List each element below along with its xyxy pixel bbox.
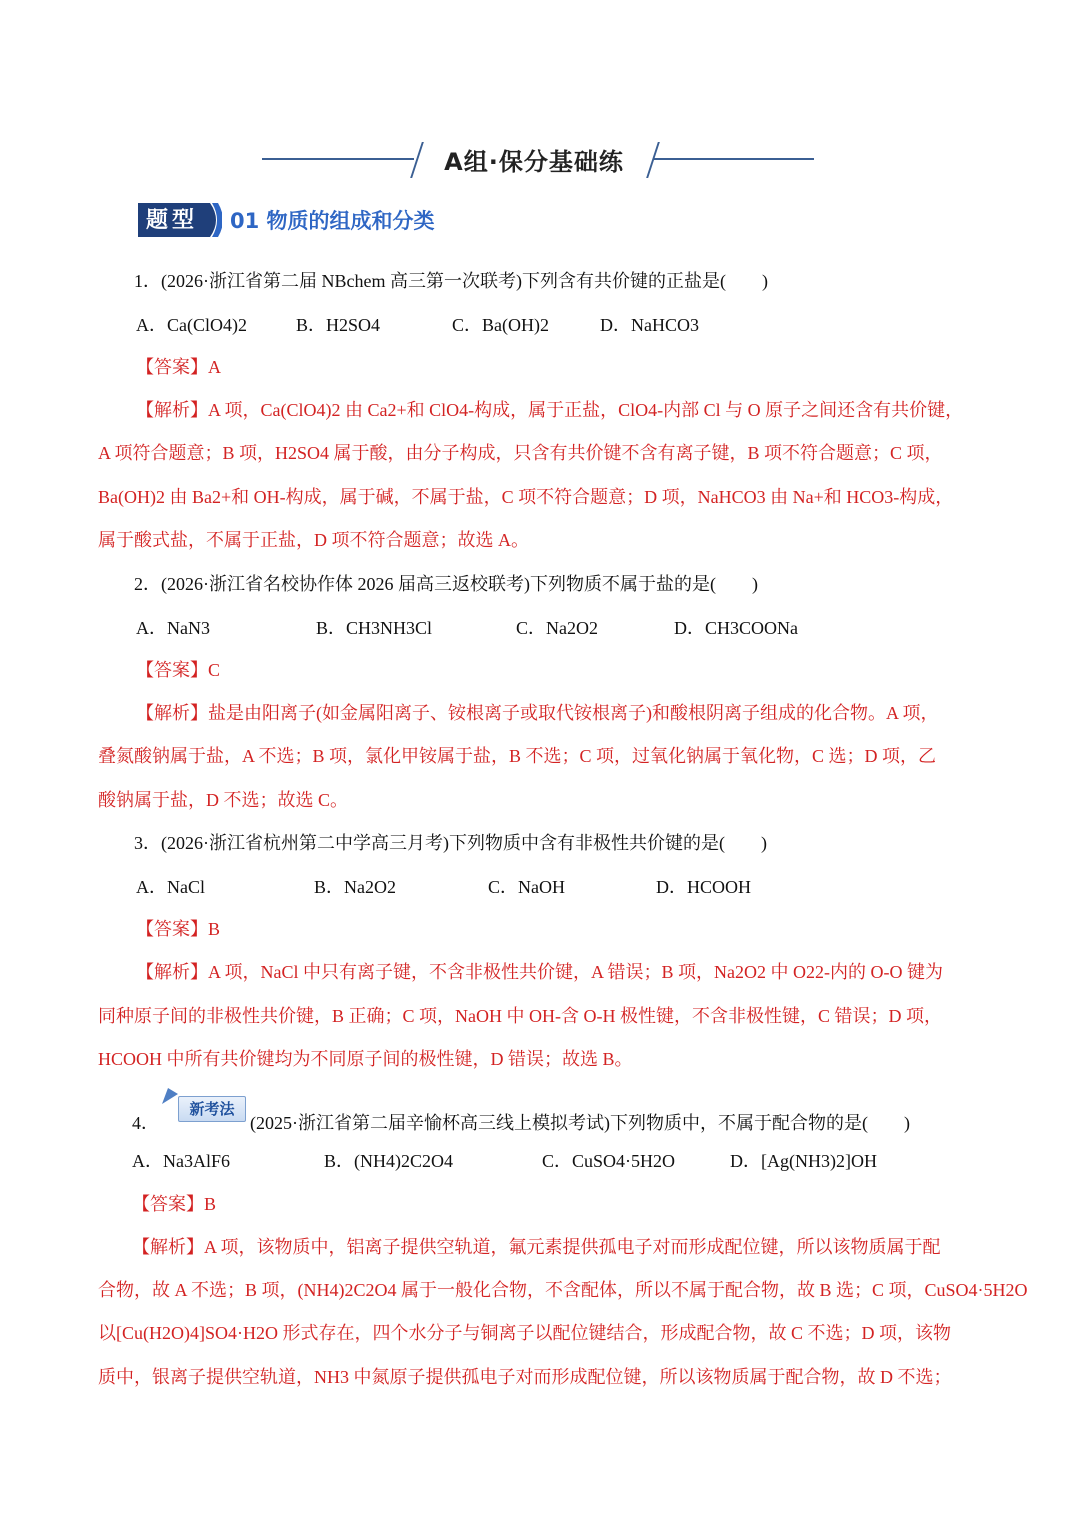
question-text: (2026·浙江省第二届 NBchem 高三第一次联考)下列含有共价键的正盐是( ) [161, 271, 768, 291]
question-2-stem [134, 572, 758, 596]
question-3-option-b: B．Na2O2 [314, 877, 396, 897]
flag-icon [160, 1086, 180, 1106]
question-4-number: 4． [132, 1113, 159, 1133]
question-text: (2026·浙江省杭州第二中学高三月考)下列物质中含有非极性共价键的是( ) [161, 833, 767, 853]
question-4-analysis-line: 以[Cu(H2O)4]SO4·H2O 形式存在，四个水分子与铜离子以配位键结合，形成配合物，故 C 不选；D 项，该物 [98, 1323, 951, 1343]
question-number: 1． [134, 271, 161, 291]
question-3-analysis-line: HCOOH 中所有共价键均为不同原子间的极性键，D 错误；故选 B。 [98, 1049, 633, 1069]
question-number: 3． [134, 833, 161, 853]
question-1-answer: 【答案】A [136, 357, 221, 377]
question-4-option-c: C．CuSO4·5H2O [542, 1151, 676, 1171]
question-4-option-a: A．Na3AlF6 [132, 1151, 230, 1171]
question-4-analysis-line: 合物，故 A 不选；B 项，(NH4)2C2O4 属于一般化合物，不含配体，所以不属于配合物，故 B 选；C 项，CuSO4·5H2O [98, 1280, 1028, 1300]
question-3-option-a: A．NaCl [136, 877, 205, 897]
question-3-option-d: D．HCOOH [656, 877, 752, 897]
question-2-option-b: B．CH3NH3Cl [316, 618, 433, 638]
question-3-answer: 【答案】B [136, 919, 221, 939]
question-1-option-d: D．NaHCO3 [600, 315, 699, 335]
question-3-option-c: C．NaOH [488, 877, 565, 897]
section-badge-label: 题型 [146, 207, 199, 233]
section-title: 01 物质的组成和分类 [230, 209, 435, 233]
group-title: A组·保分基础练 [444, 148, 624, 176]
question-1-analysis-line: 属于酸式盐，不属于正盐，D 项不符合题意；故选 A。 [98, 530, 529, 550]
question-4-option-d: D．[Ag(NH3)2]OH [730, 1151, 877, 1171]
question-1-stem [134, 269, 768, 293]
question-4-analysis-line: 【解析】A 项，该物质中，铝离子提供空轨道，氟元素提供孤电子对而形成配位键，所以该物质属于配 [132, 1237, 941, 1257]
question-4-stem: (2025·浙江省第二届辛愉杯高三线上模拟考试)下列物质中，不属于配合物的是( ) [250, 1113, 910, 1133]
question-2-option-a: A．NaN3 [136, 618, 210, 638]
question-4-answer: 【答案】B [132, 1194, 217, 1214]
question-1-option-a: A．Ca(ClO4)2 [136, 315, 247, 335]
question-2-option-d: D．CH3COONa [674, 618, 798, 638]
question-1-analysis-line: Ba(OH)2 由 Ba2+和 OH-构成，属于碱，不属于盐，C 项不符合题意；D 项，NaHCO3 由 Na+和 HCO3-构成， [98, 487, 954, 507]
question-2-option-c: C．Na2O2 [516, 618, 598, 638]
question-1-option-b: B．H2SO4 [296, 315, 381, 335]
question-4-option-b: B．(NH4)2C2O4 [324, 1151, 453, 1171]
question-3-analysis-line: 同种原子间的非极性共价键，B 正确；C 项，NaOH 中 OH-含 O-H 极性键，不含非极性键，C 错误；D 项， [98, 1006, 942, 1026]
question-1-analysis-line: 【解析】A 项，Ca(ClO4)2 由 Ca2+和 ClO4-构成，属于正盐，ClO4-内部 Cl 与 O 原子之间还含有共价键， [136, 400, 964, 420]
question-1-option-c: C．Ba(OH)2 [452, 315, 549, 335]
question-2-answer: 【答案】C [136, 660, 221, 680]
question-3-stem [134, 831, 767, 855]
question-2-analysis-line: 酸钠属于盐，D 不选；故选 C。 [98, 790, 349, 810]
question-2-analysis-line: 叠氮酸钠属于盐，A 不选；B 项，氯化甲铵属于盐，B 不选；C 项，过氧化钠属于氧化物，C 选；D 项，乙 [98, 746, 937, 766]
question-1-analysis-line: A 项符合题意；B 项，H2SO4 属于酸，由分子构成，只含有共价键不含有离子键，B 项不符合题意；C 项， [98, 443, 943, 463]
question-number: 2． [134, 574, 161, 594]
question-2-analysis-line: 【解析】盐是由阳离子(如金属阳离子、铵根离子或取代铵根离子)和酸根阴离子组成的化合物。A 项， [136, 703, 939, 723]
header-rule-right [654, 158, 814, 160]
new-method-badge: 新考法 [178, 1096, 246, 1122]
question-4-analysis-line: 质中，银离子提供空轨道，NH3 中氮原子提供孤电子对而形成配位键，所以该物质属于配合物，故 D 不选； [98, 1367, 952, 1387]
question-text: (2026·浙江省名校协作体 2026 届高三返校联考)下列物质不属于盐的是( ) [161, 574, 758, 594]
question-3-analysis-line: 【解析】A 项，NaCl 中只有离子键，不含非极性共价键，A 错误；B 项，Na2O2 中 O22-内的 O-O 键为 [136, 962, 943, 982]
